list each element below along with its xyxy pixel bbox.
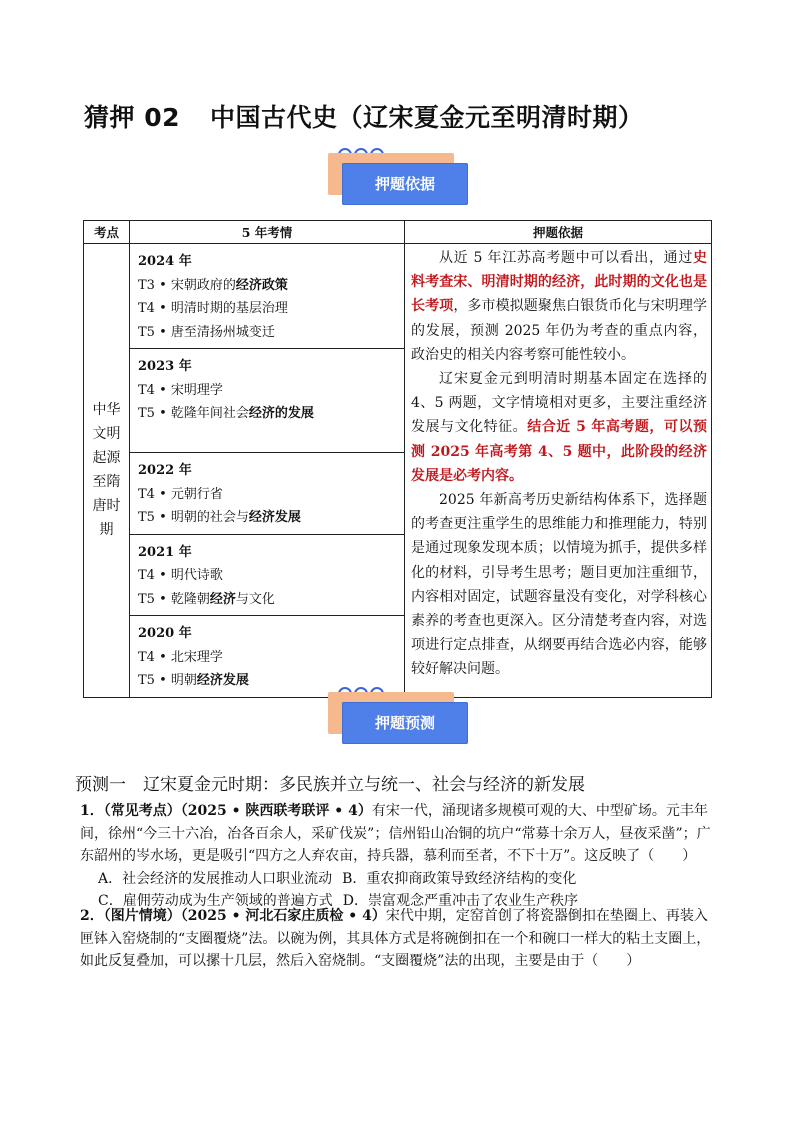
- question-1: 1．（常见考点）（2025 • 陕西联考联评 • 4）有宋一代，涌现诸多规模可观的大、中型矿场。元丰年间，徐州“今三十六冶，冶各百余人，采矿伐炭”；信州铅山冶铜的坑户“常募十余万人，昼夜采凿”；广东韶州的岑水场，更是吸引“四方之人弃农亩，持兵器，慕利而至者，不下十万”。这反映了（ ） A．社会经济的发展推动人口职业流动 B．重农抑商政策导致经济结构的变化 C．雇佣劳动成为生产领域的普遍方式 D．崇富观念严重冲击了农业生产秩序: [80, 800, 720, 913]
- page-title: 猜押 02 中国古代史（辽宋夏金元至明清时期）: [84, 103, 644, 132]
- year-cell-2022: 2022 年 T4 • 元朝行省 T5 • 明朝的社会与经济发展: [130, 453, 405, 535]
- option-d: D．崇富观念严重冲击了农业生产秩序: [342, 893, 578, 909]
- section-heading: 预测一 辽宋夏金元时期：多民族并立与统一、社会与经济的新发展: [75, 775, 585, 795]
- question-2: 2．（图片情境）（2025 • 河北石家庄质检 • 4）宋代中期，定窑首创了将瓷器倒扣在垫圈上、再装入匣钵入窑烧制的“支圈覆烧”法。以碗为例，其具体方式是将碗倒扣在一个和碗口一样大的粘土支圈上，如此反复叠加，可以摞十几层，然后入窑烧制。“支圈覆烧”法的出现，主要是由于（ ）: [80, 908, 711, 969]
- col-header-topic: 考点: [84, 221, 130, 244]
- exam-analysis-table: [83, 220, 712, 698]
- year-cell-2023: 2023 年 T4 • 宋明理学 T5 • 乾隆年间社会经济的发展: [130, 349, 405, 453]
- option-c: C．雇佣劳动成为生产领域的普遍方式: [98, 893, 333, 909]
- year-cell-2024: 2024 年 T3 • 宋朝政府的经济政策 T4 • 明清时期的基层治理 T5 • 唐至清扬州城变迁: [130, 244, 405, 349]
- year-cell-2021: 2021 年 T4 • 明代诗歌 T5 • 乾隆朝经济与文化: [130, 534, 405, 616]
- section-badge-basis: [328, 147, 468, 207]
- badge-label: 押题预测: [374, 714, 435, 732]
- section-badge-forecast: [328, 686, 468, 746]
- option-b: B．重农抑商政策导致经济结构的变化: [342, 870, 577, 887]
- col-header-basis: 押题依据: [405, 221, 712, 244]
- basis-cell: 从近 5 年江苏高考题中可以看出，通过史料考查宋、明清时期的经济，此时期的文化也是长考项，多市模拟题聚焦白银货币化与宋明理学的发展，预测 2025 年仍为考查的重点内容，政治史的相关内容考察可能性较小。 辽宋夏金元到明清时期基本固定在选择的 4、5 两题，文字情境相对更多，主要注重经济发展与文化特征。结合近 5 年高考题，可以预测 2025 年高考第 4、5 题中，此阶段的经济发展是必考内容。 2025 年新高考历史新结构体系下，选择题的考查更注重学生的思维能力和推理能力，特别是通过现象发现本质；以情境为抓手，提供多样化的材料，引导考生思考；题目更加注重细节，内容相对固定，试题容量没有变化，对学科核心素养的考查也更深入。区分清楚考查内容，对选项进行定点排查，从纲要再结合选必内容，能够较好解决问题。: [405, 244, 712, 698]
- options-row-1: [80, 868, 720, 891]
- col-header-history: 5 年考情: [130, 221, 405, 244]
- year-cell-2020: 2020 年 T4 • 北宋理学 T5 • 明朝经济发展: [130, 616, 405, 698]
- option-a: A．社会经济的发展推动人口职业流动: [98, 870, 333, 887]
- topic-cell: 中华 文明 起源 至隋 唐时 期: [84, 244, 130, 698]
- badge-label: 押题依据: [374, 175, 435, 193]
